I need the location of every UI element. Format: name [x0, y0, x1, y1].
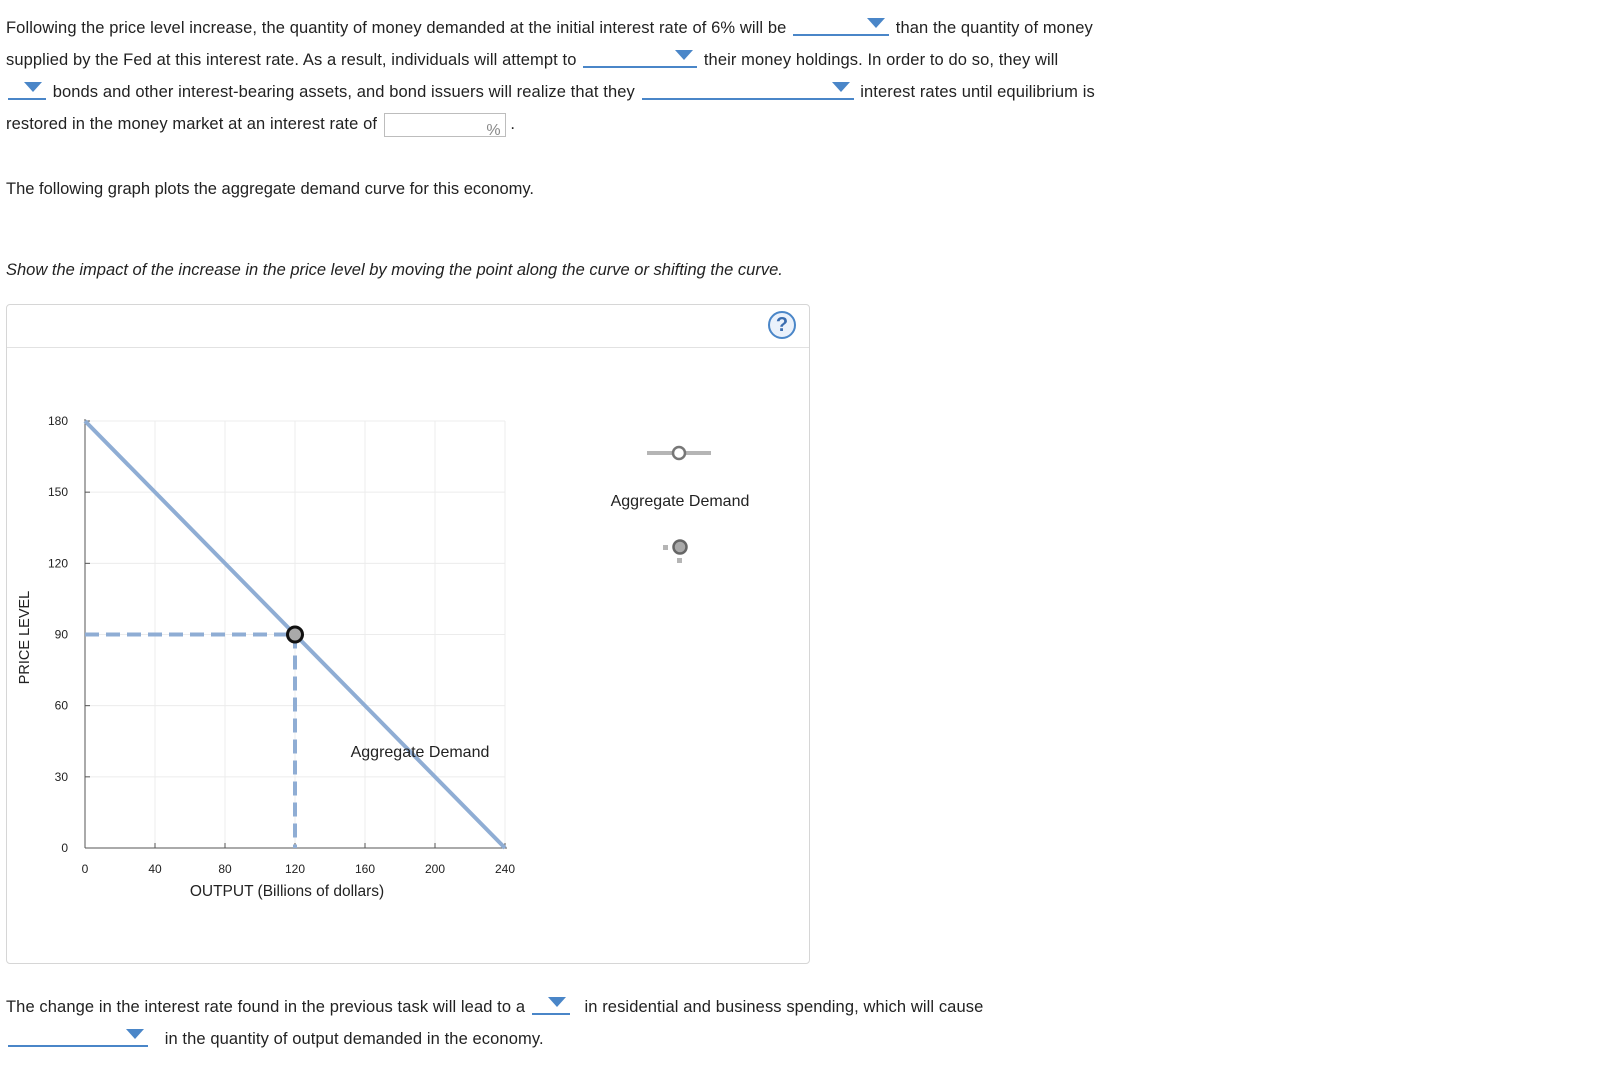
chevron-down-icon: [126, 1029, 144, 1039]
x-tick-label: 40: [148, 862, 162, 876]
palette-point-tool[interactable]: [663, 541, 687, 564]
question-paragraph-1: [6, 12, 1246, 140]
percent-symbol: %: [486, 122, 501, 139]
text-segment: restored in the money market at an interest rate of: [6, 115, 378, 133]
chart-points[interactable]: [288, 627, 303, 642]
output-change-dropdown[interactable]: [8, 1025, 148, 1047]
tool-point-icon: [674, 541, 687, 554]
question-paragraph-2: [6, 991, 1206, 1055]
tool-handle-icon: [673, 447, 685, 459]
text-segment: interest rates until equilibrium is: [860, 83, 1095, 101]
y-axis-label: PRICE LEVEL: [17, 590, 33, 685]
x-tick-label: 160: [354, 862, 376, 876]
chevron-down-icon: [867, 18, 885, 28]
y-tick-label: 30: [54, 769, 68, 784]
bonds-action-dropdown[interactable]: [8, 78, 46, 100]
attempt-dropdown[interactable]: [583, 46, 697, 68]
chevron-down-icon: [548, 997, 566, 1007]
interest-rate-input[interactable]: [385, 120, 489, 142]
text-segment: their money holdings. In order to do so, they will: [703, 51, 1059, 69]
text-segment: Following the price level increase, the quantity of money demanded at the initial interest rate of 6% will be: [6, 19, 787, 37]
chevron-down-icon: [24, 82, 42, 92]
y-tick-label: 90: [54, 627, 68, 642]
y-tick-label: 150: [47, 485, 68, 500]
chevron-down-icon: [675, 50, 693, 60]
y-tick-label: 120: [47, 556, 68, 571]
graph-intro-text: The following graph plots the aggregate demand curve for this economy.: [6, 180, 534, 198]
palette-tool-label: Aggregate Demand: [610, 493, 750, 510]
chart-ticks: [48, 414, 515, 876]
x-tick-label: 120: [284, 862, 306, 876]
aggregate-demand-chart: [7, 305, 809, 963]
palette-line-tool[interactable]: [647, 447, 711, 459]
spending-change-dropdown[interactable]: [532, 993, 570, 1015]
equilibrium-point[interactable]: [288, 627, 303, 642]
y-tick-label: 0: [61, 841, 68, 855]
tool-dot-icon: [677, 558, 682, 563]
text-segment: The change in the interest rate found in the previous task will lead to a: [6, 998, 526, 1016]
x-tick-label: 0: [81, 862, 89, 876]
interest-rate-field[interactable]: [384, 113, 506, 137]
chart-guides: [85, 635, 295, 849]
x-tick-label: 240: [494, 862, 516, 876]
issuers-action-dropdown[interactable]: [642, 78, 854, 100]
graph-panel: [6, 304, 810, 964]
text-segment: bonds and other interest-bearing assets, and bond issuers will realize that they: [52, 83, 635, 101]
compare-dropdown[interactable]: [793, 14, 889, 36]
question-icon: ?: [775, 314, 789, 336]
text-segment: in residential and business spending, which will cause: [584, 998, 984, 1016]
period: .: [510, 115, 516, 133]
text-segment: than the quantity of money: [895, 19, 1093, 37]
y-tick-label: 180: [47, 414, 68, 428]
curve-label: Aggregate Demand: [350, 744, 490, 762]
x-axis-label: OUTPUT (Billions of dollars): [189, 883, 385, 900]
x-tick-label: 80: [218, 862, 232, 876]
chevron-down-icon: [832, 82, 850, 92]
text-segment: supplied by the Fed at this interest rate. As a result, individuals will attempt to: [6, 51, 577, 69]
text-segment: in the quantity of output demanded in the economy.: [164, 1030, 544, 1048]
instruction-text: Show the impact of the increase in the price level by moving the point along the curve or shifting the curve.: [6, 261, 783, 279]
x-tick-label: 200: [424, 862, 446, 876]
tool-dot-icon: [663, 545, 668, 550]
y-tick-label: 60: [54, 698, 68, 713]
